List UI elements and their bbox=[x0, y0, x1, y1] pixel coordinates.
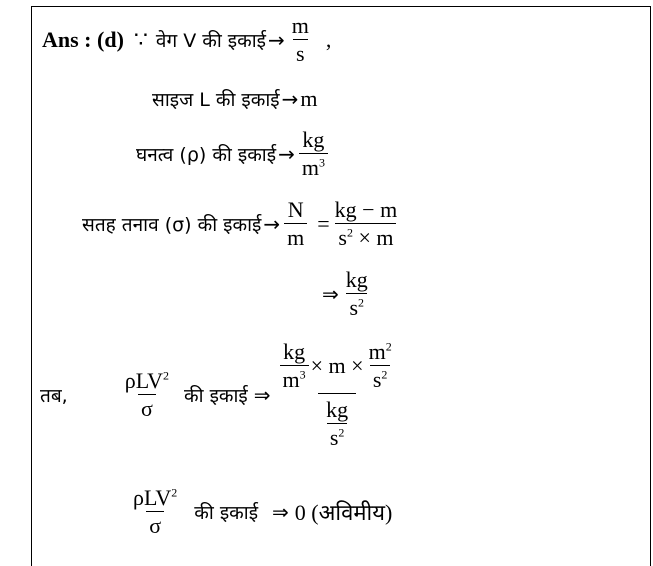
fraction-denominator: $s^2$ bbox=[370, 365, 391, 391]
size-unit-text: साइज L की इकाई bbox=[152, 89, 280, 111]
fraction-denominator: σ bbox=[146, 511, 164, 537]
fraction-numerator: $m^2$ bbox=[368, 339, 392, 364]
fraction-denominator: $m^3$ bbox=[280, 365, 309, 391]
line-surface-tension-unit bbox=[82, 198, 402, 249]
unit-text: की इकाई bbox=[194, 501, 259, 524]
comma: , bbox=[325, 26, 332, 52]
implies-symbol: ⇒ bbox=[253, 382, 271, 407]
fraction-denominator: $m^3$ bbox=[299, 153, 328, 179]
fraction-numerator: kg bbox=[283, 339, 306, 364]
fraction-numerator: kg − m bbox=[334, 197, 398, 222]
line-density-unit bbox=[136, 128, 330, 179]
equals-sign: = bbox=[317, 210, 330, 236]
surface-tension-expanded-fraction bbox=[332, 198, 401, 249]
velocity-squared-fraction bbox=[366, 340, 395, 391]
line-size-unit bbox=[152, 86, 317, 112]
final-result: 0 (अविमीय) bbox=[294, 499, 393, 525]
compound-numerator bbox=[275, 340, 400, 393]
answer-label: Ans : (d) bbox=[42, 26, 124, 52]
line-final-result bbox=[128, 486, 392, 537]
surface-tension-unit-fraction bbox=[323, 398, 351, 449]
because-symbol: ∵ bbox=[133, 26, 148, 52]
fraction-numerator: m bbox=[291, 13, 309, 38]
fraction-denominator: $s^2 \times m$ bbox=[335, 223, 396, 249]
fraction-denominator: m bbox=[284, 223, 307, 249]
fraction-numerator: kg bbox=[345, 267, 368, 292]
expression-fraction bbox=[122, 369, 172, 420]
surface-tension-unit-text: सतह तनाव (σ) की इकाई bbox=[82, 213, 262, 236]
compound-denominator bbox=[318, 393, 356, 449]
velocity-unit-text: वेग V की इकाई bbox=[155, 29, 266, 52]
expression-fraction bbox=[130, 486, 180, 537]
arrow-symbol: → bbox=[267, 27, 285, 52]
fraction-numerator: ρLV$^2$ bbox=[133, 485, 178, 510]
arrow-symbol: → bbox=[263, 211, 281, 236]
surface-tension-fraction bbox=[284, 198, 307, 249]
fraction-denominator: σ bbox=[138, 394, 156, 420]
implies-symbol: ⇒ bbox=[322, 281, 339, 306]
implies-symbol: ⇒ bbox=[272, 499, 289, 524]
fraction-denominator: s bbox=[293, 39, 308, 65]
size-unit-value: m bbox=[300, 86, 318, 111]
velocity-unit-fraction bbox=[289, 14, 312, 65]
fraction-numerator: ρLV$^2$ bbox=[124, 368, 170, 394]
fraction-numerator: kg bbox=[326, 397, 349, 423]
arrow-symbol: → bbox=[278, 141, 295, 166]
line-surface-tension-simplified bbox=[320, 268, 373, 319]
line-velocity-unit bbox=[42, 14, 331, 65]
times-m-times: × m × bbox=[310, 353, 364, 379]
fraction-numerator: N bbox=[287, 197, 304, 222]
compound-fraction bbox=[275, 340, 400, 449]
density-fraction bbox=[280, 340, 309, 391]
then-text: तब, bbox=[40, 384, 68, 407]
line-expression-unit bbox=[40, 340, 402, 449]
arrow-symbol: → bbox=[281, 87, 299, 111]
unit-text: की इकाई bbox=[184, 384, 248, 407]
simplified-fraction bbox=[343, 268, 371, 319]
density-unit-text: घनत्व (ρ) की इकाई bbox=[136, 143, 277, 166]
density-unit-fraction bbox=[299, 128, 328, 179]
fraction-denominator: $s^2$ bbox=[327, 423, 348, 449]
fraction-denominator: $s^2$ bbox=[346, 293, 367, 319]
fraction-numerator: kg bbox=[302, 127, 325, 152]
